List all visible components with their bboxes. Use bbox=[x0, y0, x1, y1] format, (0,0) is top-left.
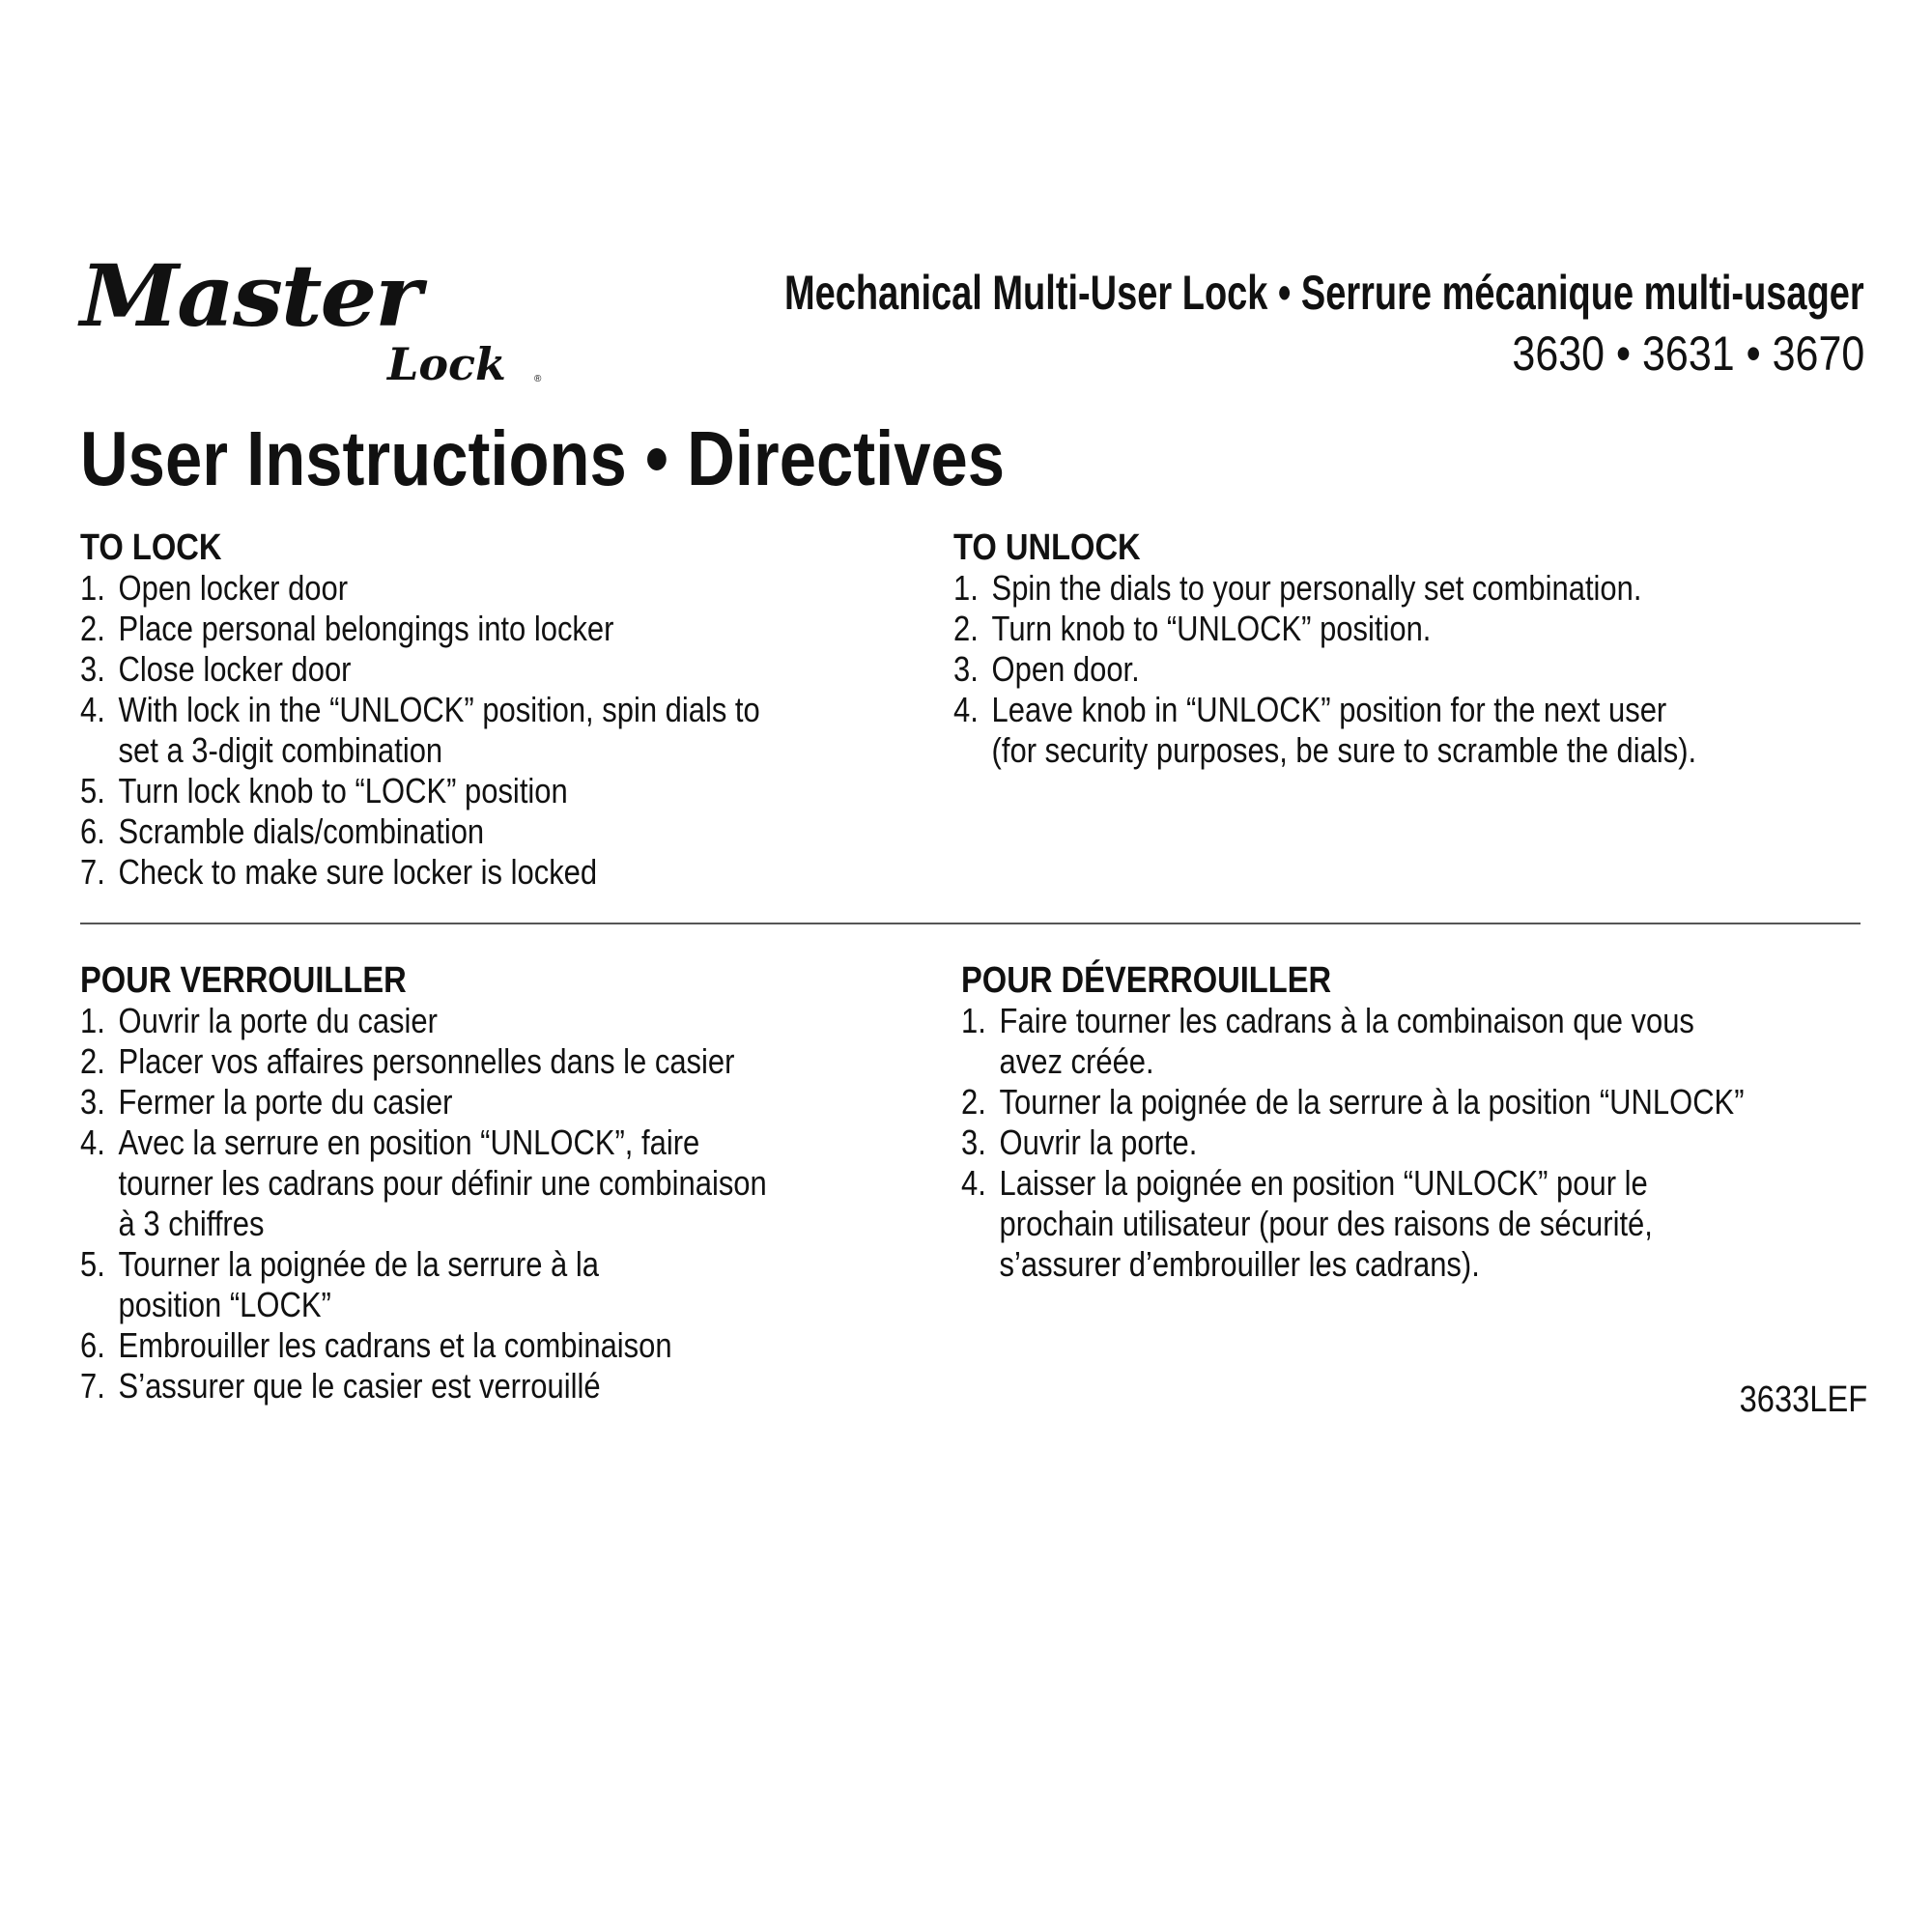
section-to-lock bbox=[80, 527, 870, 893]
item-text bbox=[992, 649, 1140, 690]
item-number: 5. bbox=[80, 771, 105, 810]
page-title: User Instructions • Directives bbox=[80, 415, 1006, 501]
item-text bbox=[992, 568, 1642, 609]
item-number: 2. bbox=[961, 1082, 986, 1122]
document-code: 3633LEF bbox=[1739, 1379, 1867, 1420]
logo-master-text: Master bbox=[80, 245, 420, 346]
section-to-unlock bbox=[953, 527, 1817, 771]
item-text-line: With lock in the “UNLOCK” position, spin dials to bbox=[118, 690, 760, 729]
item-text-line: Faire tourner les cadrans à la combinaison que vous bbox=[999, 1001, 1694, 1040]
item-text-line: position “LOCK” bbox=[118, 1285, 331, 1324]
item-text bbox=[119, 811, 485, 852]
item-text-line: S’assurer que le casier est verrouillé bbox=[118, 1366, 601, 1406]
item-number: 7. bbox=[80, 852, 105, 892]
item-text bbox=[119, 649, 352, 690]
item-text-line: à 3 chiffres bbox=[118, 1204, 265, 1243]
item-number: 4. bbox=[80, 1122, 105, 1162]
master-lock-logo bbox=[80, 245, 582, 390]
item-number: 2. bbox=[80, 609, 105, 648]
item-number: 4. bbox=[80, 690, 105, 729]
list-item bbox=[953, 609, 1696, 649]
item-text-line: Ouvrir la porte du casier bbox=[118, 1001, 438, 1040]
item-text-line: prochain utilisateur (pour des raisons de sécurité, bbox=[999, 1204, 1653, 1243]
item-number: 6. bbox=[80, 811, 105, 851]
logo-lock-text: Lock bbox=[387, 338, 506, 390]
item-text bbox=[119, 771, 568, 811]
item-text-line: Scramble dials/combination bbox=[118, 811, 485, 851]
item-number: 4. bbox=[953, 690, 979, 729]
item-number: 4. bbox=[961, 1163, 986, 1203]
item-text bbox=[1000, 1163, 1653, 1285]
item-text-line: Embrouiller les cadrans et la combinaison bbox=[118, 1325, 672, 1365]
model-numbers: 3630 • 3631 • 3670 bbox=[1512, 327, 1864, 381]
list-item bbox=[961, 1001, 1745, 1082]
item-text bbox=[119, 1122, 767, 1244]
item-text bbox=[1000, 1082, 1745, 1122]
section-pour-deverrouiller bbox=[961, 960, 1871, 1285]
item-text-line: Ouvrir la porte. bbox=[999, 1122, 1198, 1162]
item-text bbox=[119, 1001, 438, 1041]
section-content bbox=[961, 960, 1745, 1285]
section-heading: POUR DÉVERROUILLER bbox=[961, 960, 1332, 1001]
item-text-line: Turn knob to “UNLOCK” position. bbox=[991, 609, 1432, 648]
item-number: 3. bbox=[961, 1122, 986, 1162]
list-item bbox=[80, 1082, 767, 1122]
list-item bbox=[80, 771, 760, 811]
item-text-line: Place personal belongings into locker bbox=[118, 609, 614, 648]
item-text-line: tourner les cadrans pour définir une combinaison bbox=[118, 1163, 767, 1203]
list-item bbox=[80, 1244, 767, 1325]
list-item bbox=[961, 1082, 1745, 1122]
item-number: 7. bbox=[80, 1366, 105, 1406]
item-text bbox=[1000, 1001, 1694, 1082]
item-number: 2. bbox=[953, 609, 979, 648]
item-text bbox=[119, 690, 760, 771]
list-item bbox=[80, 1366, 767, 1406]
item-text bbox=[119, 568, 348, 609]
section-content bbox=[80, 960, 767, 1406]
item-text bbox=[992, 690, 1697, 771]
item-text-line: (for security purposes, be sure to scramble the dials). bbox=[991, 730, 1697, 770]
list-item bbox=[80, 811, 760, 852]
list-item bbox=[80, 1001, 767, 1041]
item-text-line: Tourner la poignée de la serrure à la bbox=[118, 1244, 599, 1284]
item-text-line: Laisser la poignée en position “UNLOCK” pour le bbox=[999, 1163, 1648, 1203]
list-item bbox=[80, 1041, 767, 1082]
item-text bbox=[1000, 1122, 1198, 1163]
item-number: 1. bbox=[961, 1001, 986, 1040]
item-text-line: Placer vos affaires personnelles dans le casier bbox=[118, 1041, 735, 1081]
item-text-line: Close locker door bbox=[118, 649, 352, 689]
item-text-line: avez créée. bbox=[999, 1041, 1154, 1081]
item-text-line: Fermer la porte du casier bbox=[118, 1082, 453, 1122]
product-subtitle: Mechanical Multi-User Lock • Serrure mécanique multi-usager bbox=[784, 266, 1864, 320]
item-number: 1. bbox=[80, 568, 105, 608]
section-divider bbox=[80, 923, 1861, 924]
section-content bbox=[953, 527, 1696, 771]
list-item bbox=[961, 1163, 1745, 1285]
registered-mark: ® bbox=[534, 374, 542, 384]
item-text bbox=[119, 852, 598, 893]
item-text bbox=[119, 1366, 601, 1406]
section-heading: POUR VERROUILLER bbox=[80, 960, 407, 1001]
item-text bbox=[119, 609, 614, 649]
item-text-line: Leave knob in “UNLOCK” position for the next user bbox=[991, 690, 1667, 729]
list-item bbox=[80, 690, 760, 771]
section-content bbox=[80, 527, 760, 893]
item-number: 3. bbox=[80, 649, 105, 689]
list-item bbox=[80, 1325, 767, 1366]
list-item bbox=[80, 852, 760, 893]
item-text bbox=[119, 1325, 672, 1366]
item-text-line: s’assurer d’embrouiller les cadrans). bbox=[999, 1244, 1480, 1284]
section-heading: TO LOCK bbox=[80, 527, 222, 568]
item-text-line: Turn lock knob to “LOCK” position bbox=[118, 771, 568, 810]
item-text-line: Tourner la poignée de la serrure à la position “UNLOCK” bbox=[999, 1082, 1745, 1122]
item-number: 1. bbox=[80, 1001, 105, 1040]
section-pour-verrouiller bbox=[80, 960, 878, 1406]
item-text-line: set a 3-digit combination bbox=[118, 730, 443, 770]
item-text-line: Open door. bbox=[991, 649, 1140, 689]
list-item bbox=[80, 649, 760, 690]
item-text bbox=[119, 1244, 599, 1325]
item-number: 3. bbox=[80, 1082, 105, 1122]
section-heading: TO UNLOCK bbox=[953, 527, 1141, 568]
item-text-line: Open locker door bbox=[118, 568, 349, 608]
item-number: 6. bbox=[80, 1325, 105, 1365]
item-text-line: Check to make sure locker is locked bbox=[118, 852, 598, 892]
list-item bbox=[961, 1122, 1745, 1163]
item-text-line: Spin the dials to your personally set combination. bbox=[991, 568, 1642, 608]
item-text-line: Avec la serrure en position “UNLOCK”, faire bbox=[118, 1122, 700, 1162]
item-number: 5. bbox=[80, 1244, 105, 1284]
list-item bbox=[953, 690, 1696, 771]
list-item bbox=[80, 609, 760, 649]
item-text bbox=[119, 1041, 735, 1082]
item-number: 2. bbox=[80, 1041, 105, 1081]
list-item bbox=[953, 649, 1696, 690]
item-number: 1. bbox=[953, 568, 979, 608]
item-text bbox=[992, 609, 1432, 649]
item-text bbox=[119, 1082, 453, 1122]
list-item bbox=[953, 568, 1696, 609]
item-number: 3. bbox=[953, 649, 979, 689]
list-item bbox=[80, 568, 760, 609]
list-item bbox=[80, 1122, 767, 1244]
